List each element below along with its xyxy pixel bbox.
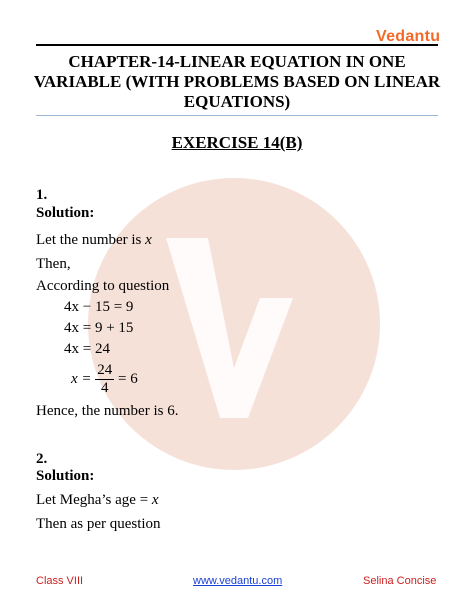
q1-line-1 — [36, 231, 152, 249]
q2-number: 2. — [36, 451, 48, 467]
footer-book-label: Selina Concise — [363, 575, 437, 587]
q2-line-2: Then as per question — [36, 516, 161, 532]
q2-solution-label: Solution: — [36, 468, 95, 484]
logo-text: Vedantu — [376, 28, 441, 45]
q2-line-1 — [36, 491, 159, 509]
footer-website-link[interactable]: www.vedantu.com — [193, 575, 283, 587]
q1-line-1-var: x — [145, 232, 152, 248]
q1-equation-4 — [71, 362, 138, 397]
chapter-title-line-1: CHAPTER-14-LINEAR EQUATION IN ONE — [68, 52, 406, 71]
q1-equation-2: 4x = 9 + 15 — [64, 320, 134, 336]
title-rule — [36, 115, 438, 116]
chapter-title-line-3: EQUATIONS) — [183, 92, 291, 111]
q1-solution-label: Solution: — [36, 205, 95, 221]
q1-equation-3: 4x = 24 — [64, 341, 110, 357]
chapter-title — [30, 52, 444, 112]
q1-equation-1: 4x − 15 = 9 — [64, 299, 134, 315]
q1-line-1-text: Let the number is — [36, 232, 146, 248]
q1-line-3: According to question — [36, 278, 170, 294]
q2-line-1-text: Let Megha’s age = — [36, 492, 152, 508]
q1-eq4-lhs: x = — [71, 370, 92, 387]
q1-eq4-numerator: 24 — [97, 362, 113, 378]
footer-class-label: Class VIII — [36, 575, 84, 587]
q1-eq4-denominator: 4 — [101, 380, 109, 396]
exercise-title: EXERCISE 14(B) — [171, 133, 303, 152]
q1-line-2: Then, — [36, 256, 71, 272]
q1-conclusion: Hence, the number is 6. — [36, 403, 179, 419]
chapter-title-line-2: VARIABLE (WITH PROBLEMS BASED ON LINEAR — [33, 72, 441, 91]
q1-eq4-fraction — [95, 362, 114, 397]
q1-eq4-rhs: = 6 — [118, 370, 138, 387]
header-rule — [36, 44, 438, 46]
q1-number: 1. — [36, 187, 48, 203]
q2-line-1-var: x — [151, 492, 159, 508]
